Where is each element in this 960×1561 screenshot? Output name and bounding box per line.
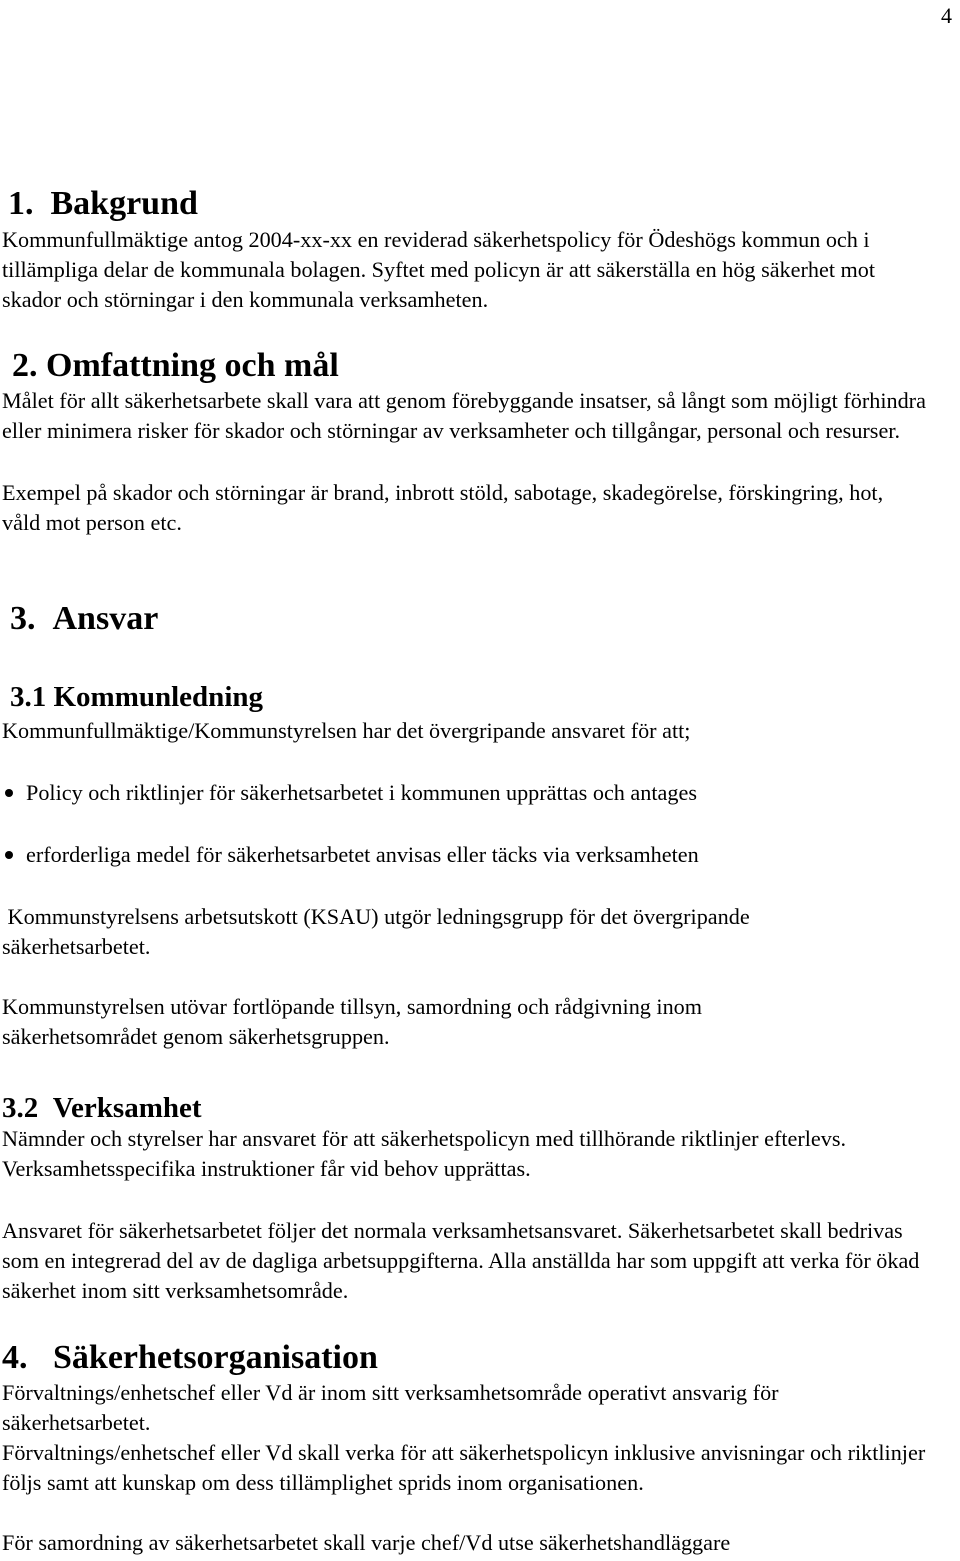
section-3-2-paragraph-2: Ansvaret för säkerhetsarbetet följer det normala verksamhetsansvaret. Säkerhetsarbetet skall bedrivas som en integrerad del av de dagliga arbetsuppgifterna. Alla anställda har som uppgift att verka för ökad säkerhet inom sitt verksamhetsområde. xyxy=(2,1218,920,1303)
section-3-2-heading: 3.2 Verksamhet xyxy=(2,1092,202,1124)
section-3-1-bullet-list xyxy=(0,778,960,870)
section-3-2-paragraph-1: Nämnder och styrelser har ansvaret för att säkerhetspolicyn med tillhörande riktlinjer efterlevs. Verksamhetsspecifika instruktioner får vid behov upprättas. xyxy=(2,1126,847,1181)
section-4-paragraph-1: Förvaltnings/enhetschef eller Vd är inom sitt verksamhetsområde operativt ansvarig för säkerhetsarbetet. xyxy=(2,1380,779,1435)
section-4-paragraph-2: Förvaltnings/enhetschef eller Vd skall verka för att säkerhetspolicyn inklusive anvisningar och riktlinjer följs samt att kunskap om dess tillämplighet sprids inom organisationen. xyxy=(2,1440,926,1495)
section-3-1-heading: 3.1 Kommunledning xyxy=(10,681,263,713)
section-2-paragraph-2: Exempel på skador och störningar är brand, inbrott stöld, sabotage, skadegörelse, förskingring, hot, våld mot person etc. xyxy=(2,480,884,535)
section-3-heading: 3. Ansvar xyxy=(10,600,159,637)
list-item xyxy=(0,778,960,808)
section-3-1-paragraph-1: Kommunstyrelsens arbetsutskott (KSAU) utgör ledningsgrupp för det övergripande säkerhetsarbetet. xyxy=(2,904,750,959)
section-2-paragraph-1: Målet för allt säkerhetsarbete skall vara att genom förebyggande insatser, så långt som möjligt förhindra eller minimera risker för skador och störningar av verksamheter och tillgångar, personal och resurser. xyxy=(2,388,926,443)
section-1-heading: 1. Bakgrund xyxy=(8,185,198,222)
list-item xyxy=(0,840,960,870)
list-item-text: Policy och riktlinjer för säkerhetsarbetet i kommunen upprättas och antages xyxy=(26,780,697,805)
section-4-paragraph-3: För samordning av säkerhetsarbetet skall varje chef/Vd utse säkerhetshandläggare xyxy=(2,1530,731,1555)
list-item-text: erforderliga medel för säkerhetsarbetet anvisas eller täcks via verksamheten xyxy=(26,842,699,867)
section-1-paragraph: Kommunfullmäktige antog 2004-xx-xx en reviderad säkerhetspolicy för Ödeshögs kommun och i tillämpliga delar de kommunala bolagen. Syftet med policyn är att säkerställa en hög säkerhet mot skador och störningar i den kommunala verksamheten. xyxy=(2,227,876,312)
section-2-heading: 2. Omfattning och mål xyxy=(12,347,339,384)
bullet-icon xyxy=(5,851,13,859)
bullet-icon xyxy=(5,789,13,797)
section-3-1-paragraph-2: Kommunstyrelsen utövar fortlöpande tillsyn, samordning och rådgivning inom säkerhetsområdet genom säkerhetsgruppen. xyxy=(2,994,703,1049)
section-3-1-intro: Kommunfullmäktige/Kommunstyrelsen har det övergripande ansvaret för att; xyxy=(2,718,691,743)
page-number: 4 xyxy=(941,3,952,28)
section-4-heading: 4. Säkerhetsorganisation xyxy=(2,1339,378,1376)
